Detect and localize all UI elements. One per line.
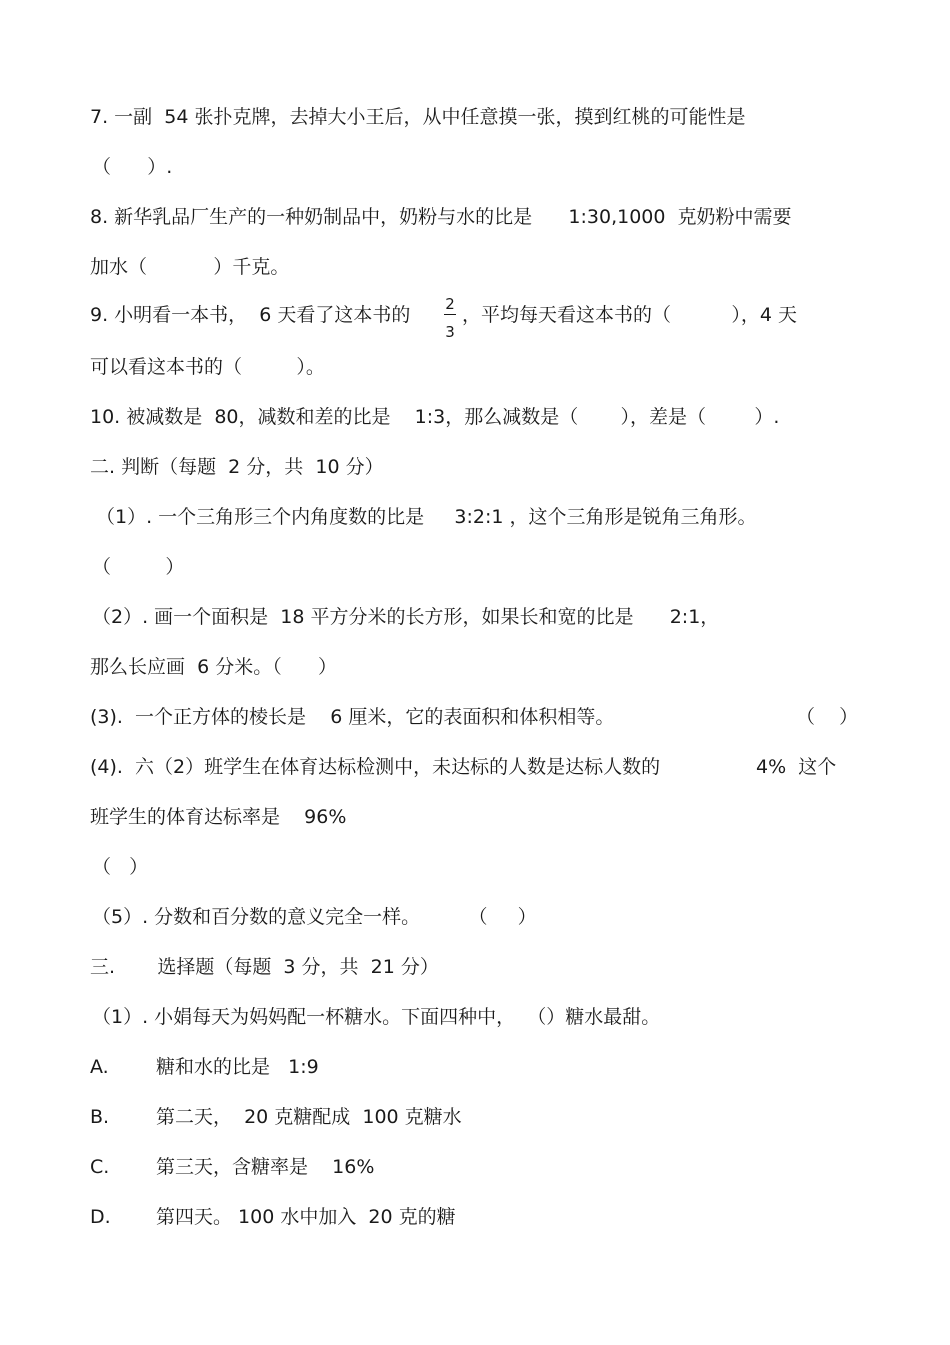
option-b-text: 第二天， 20 克糖配成 100 克糖水	[156, 1106, 462, 1128]
fraction-bar	[444, 314, 456, 315]
judge-1-line-1: （1）. 一个三角形三个内角度数的比是 3:2:1 ，这个三角形是锐角三角形。	[96, 506, 757, 528]
option-a-text: 糖和水的比是 1:9	[156, 1056, 319, 1078]
option-c-label: C.	[90, 1156, 110, 1178]
judge-3-answer-blank: （ ）	[796, 706, 859, 728]
judge-5: （5）. 分数和百分数的意义完全一样。 （ ）	[92, 906, 537, 928]
fraction-numerator: 2	[445, 295, 455, 313]
choice-1-question: （1）. 小娟每天为妈妈配一杯糖水。下面四种中， （）糖水最甜。	[92, 1006, 661, 1028]
question-7-line-1: 7. 一副 54 张扑克牌，去掉大小王后，从中任意摸一张，摸到红桃的可能性是	[90, 106, 746, 128]
option-b-label: B.	[90, 1106, 110, 1128]
question-10: 10. 被减数是 80，减数和差的比是 1:3，那么减数是（ ），差是（ ）.	[90, 406, 780, 428]
judge-4-line-1-part-2: 4% 这个	[756, 756, 837, 778]
question-8-line-2: 加水（ ）千克。	[90, 256, 290, 278]
question-7-answer-blank: （ ）.	[92, 156, 173, 178]
question-9-line-1-part-2: ，平均每天看这本书的（ ），4 天	[462, 304, 798, 326]
judge-4-answer-blank: （ ）	[92, 856, 149, 878]
judge-2-line-2: 那么长应画 6 分米。（ ）	[90, 656, 337, 678]
section-2-heading: 二. 判断（每题 2 分，共 10 分）	[90, 456, 384, 478]
option-d-text: 第四天。 100 水中加入 20 克的糖	[156, 1206, 456, 1228]
option-a-label: A.	[90, 1056, 109, 1078]
judge-3: (3). 一个正方体的棱长是 6 厘米，它的表面积和体积相等。	[90, 706, 615, 728]
option-d-label: D.	[90, 1206, 111, 1228]
question-9-line-2: 可以看这本书的（ ）。	[90, 356, 325, 378]
judge-2-line-1: （2）. 画一个面积是 18 平方分米的长方形，如果长和宽的比是 2:1，	[92, 606, 720, 628]
question-9-line-1-part-1: 9. 小明看一本书， 6 天看了这本书的	[90, 304, 411, 326]
option-c-text: 第三天，含糖率是 16%	[156, 1156, 375, 1178]
judge-1-answer-blank: （ ）	[92, 556, 185, 578]
judge-4-line-2: 班学生的体育达标率是 96%	[90, 806, 347, 828]
question-8-line-1: 8. 新华乳品厂生产的一种奶制品中，奶粉与水的比是 1:30,1000 克奶粉中需要	[90, 206, 792, 228]
fraction-denominator: 3	[445, 323, 455, 341]
section-3-heading: 三. 选择题（每题 3 分，共 21 分）	[90, 956, 439, 978]
judge-4-line-1-part-1: (4). 六（2）班学生在体育达标检测中，未达标的人数是达标人数的	[90, 756, 661, 778]
